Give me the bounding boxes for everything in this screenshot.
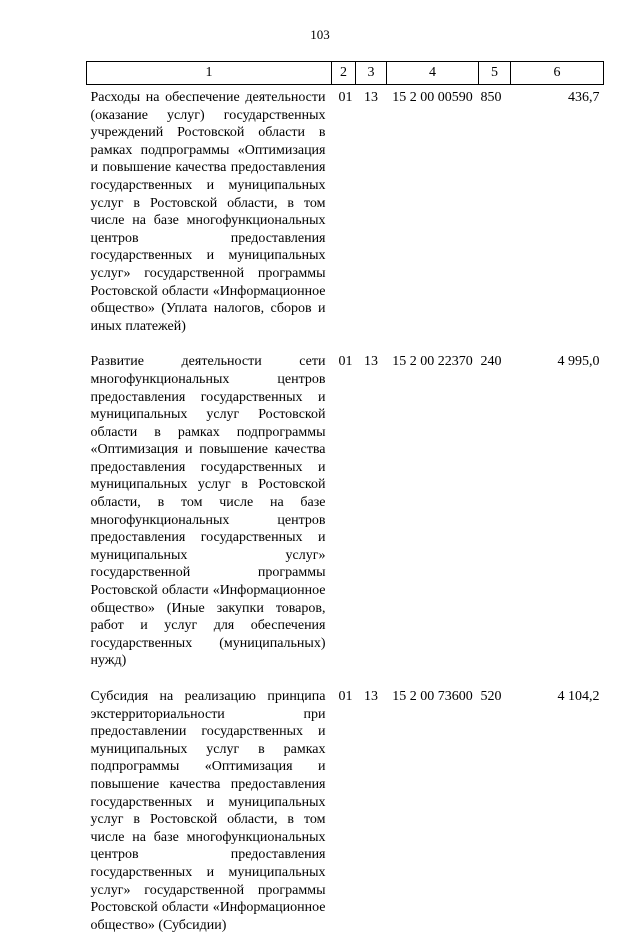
row-target-article: 15 2 00 73600 — [392, 689, 473, 704]
row-expense-type: 520 — [480, 689, 502, 704]
budget-table — [86, 61, 604, 948]
row-subsection-code: 13 — [364, 354, 378, 370]
row-section-code: 01 — [338, 354, 353, 370]
row-subsection-code: 13 — [364, 689, 378, 704]
row-target-article: 15 2 00 22370 — [392, 354, 473, 370]
header-col-3: 3 — [356, 62, 387, 85]
header-col-6: 6 — [511, 62, 604, 85]
table-row — [87, 684, 604, 948]
row-amount: 4 104,2 — [557, 689, 600, 704]
row-amount: 436,7 — [568, 90, 600, 105]
row-section-code: 01 — [338, 689, 353, 704]
row-expense-type: 850 — [480, 90, 502, 105]
row-description: Развитие деятельности сети многофункциональных центров предоставления государственных и муниципальных услуг Ростовской области в рамках подпрограммы «Оптимизация и повышение качества предоставления государственных и муниципальных услуг в Ростовской области, в том числе на базе многофункциональных центров предоставления государственных и муниципальных услуг» государственной программы Ростовской области «Информационное общество» (Иные закупки товаров, работ и услуг для обеспечения государственных (муниципальных) нужд) — [90, 354, 326, 669]
table-header-row — [87, 62, 604, 85]
row-section-code: 01 — [338, 90, 353, 105]
row-amount: 4 995,0 — [557, 354, 600, 370]
header-col-1: 1 — [87, 62, 332, 85]
table-row — [87, 85, 604, 350]
row-expense-type: 240 — [480, 354, 502, 370]
table-row — [87, 349, 604, 684]
header-col-2: 2 — [332, 62, 356, 85]
row-description: Субсидия на реализацию принципа экстерриториальности при предоставлении государственных и муниципальных услуг в рамках подпрограммы «Оптимизация и повышение качества предоставления государственных и муниципальных услуг в Ростовской области, в том числе на базе многофункциональных центров предоставления государственных и муниципальных услуг» государственной программы Ростовской области «Информационное общество» (Субсидии) — [90, 689, 326, 933]
row-target-article: 15 2 00 00590 — [392, 90, 473, 105]
header-col-4: 4 — [387, 62, 479, 85]
page-number: 103 — [310, 27, 330, 42]
header-col-5: 5 — [479, 62, 511, 85]
row-description: Расходы на обеспечение деятельности (оказание услуг) государственных учреждений Ростовской области в рамках подпрограммы «Оптимизация и повышение качества предоставления государственных и муниципальных услуг в Ростовской области, в том числе на базе многофункциональных центров предоставления государственных и муниципальных услуг» государственной программы Ростовской области «Информационное общество» (Уплата налогов, сборов и иных платежей) — [90, 90, 326, 334]
row-subsection-code: 13 — [364, 90, 378, 105]
